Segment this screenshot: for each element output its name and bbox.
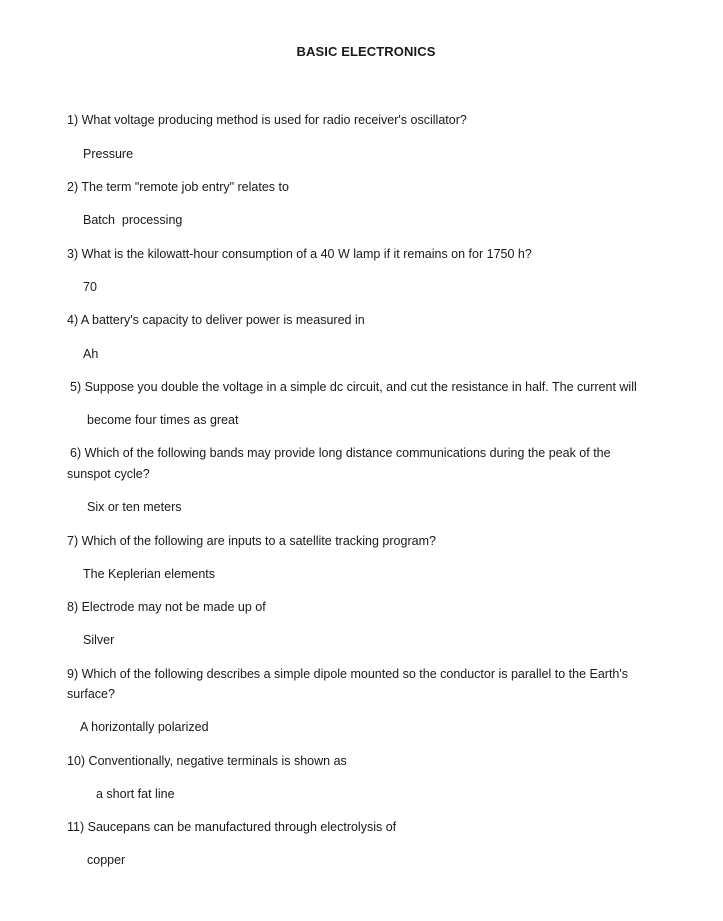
answer-2: Batch processing xyxy=(83,213,183,227)
answer-6: Six or ten meters xyxy=(87,500,182,514)
answer-8: Silver xyxy=(83,633,115,647)
answer-4: Ah xyxy=(83,347,99,361)
question-9-line-1: 9) Which of the following describes a simple dipole mounted so the conductor is parallel to the Earth's xyxy=(67,667,629,681)
question-10: 10) Conventionally, negative terminals is shown as xyxy=(67,754,347,768)
answer-9: A horizontally polarized xyxy=(80,720,209,734)
answer-1: Pressure xyxy=(83,147,134,161)
answer-11: copper xyxy=(87,853,126,867)
answer-5: become four times as great xyxy=(87,413,239,427)
question-8: 8) Electrode may not be made up of xyxy=(67,600,266,614)
question-5: 5) Suppose you double the voltage in a simple dc circuit, and cut the resistance in half. The current will xyxy=(70,380,637,394)
question-6-line-2: sunspot cycle? xyxy=(67,467,150,481)
question-6-line-1: 6) Which of the following bands may provide long distance communications during the peak of the xyxy=(70,446,611,460)
question-7: 7) Which of the following are inputs to a satellite tracking program? xyxy=(67,534,436,548)
document-title: BASIC ELECTRONICS xyxy=(296,44,436,59)
question-1: 1) What voltage producing method is used for radio receiver's oscillator? xyxy=(67,113,467,127)
question-3: 3) What is the kilowatt-hour consumption of a 40 W lamp if it remains on for 1750 h? xyxy=(67,247,532,261)
question-9-line-2: surface? xyxy=(67,687,115,701)
answer-10: a short fat line xyxy=(96,787,175,801)
answer-3: 70 xyxy=(83,280,97,294)
question-2: 2) The term "remote job entry" relates to xyxy=(67,180,289,194)
question-4: 4) A battery's capacity to deliver power is measured in xyxy=(67,313,365,327)
question-11: 11) Saucepans can be manufactured through electrolysis of xyxy=(67,820,397,834)
answer-7: The Keplerian elements xyxy=(83,567,216,581)
